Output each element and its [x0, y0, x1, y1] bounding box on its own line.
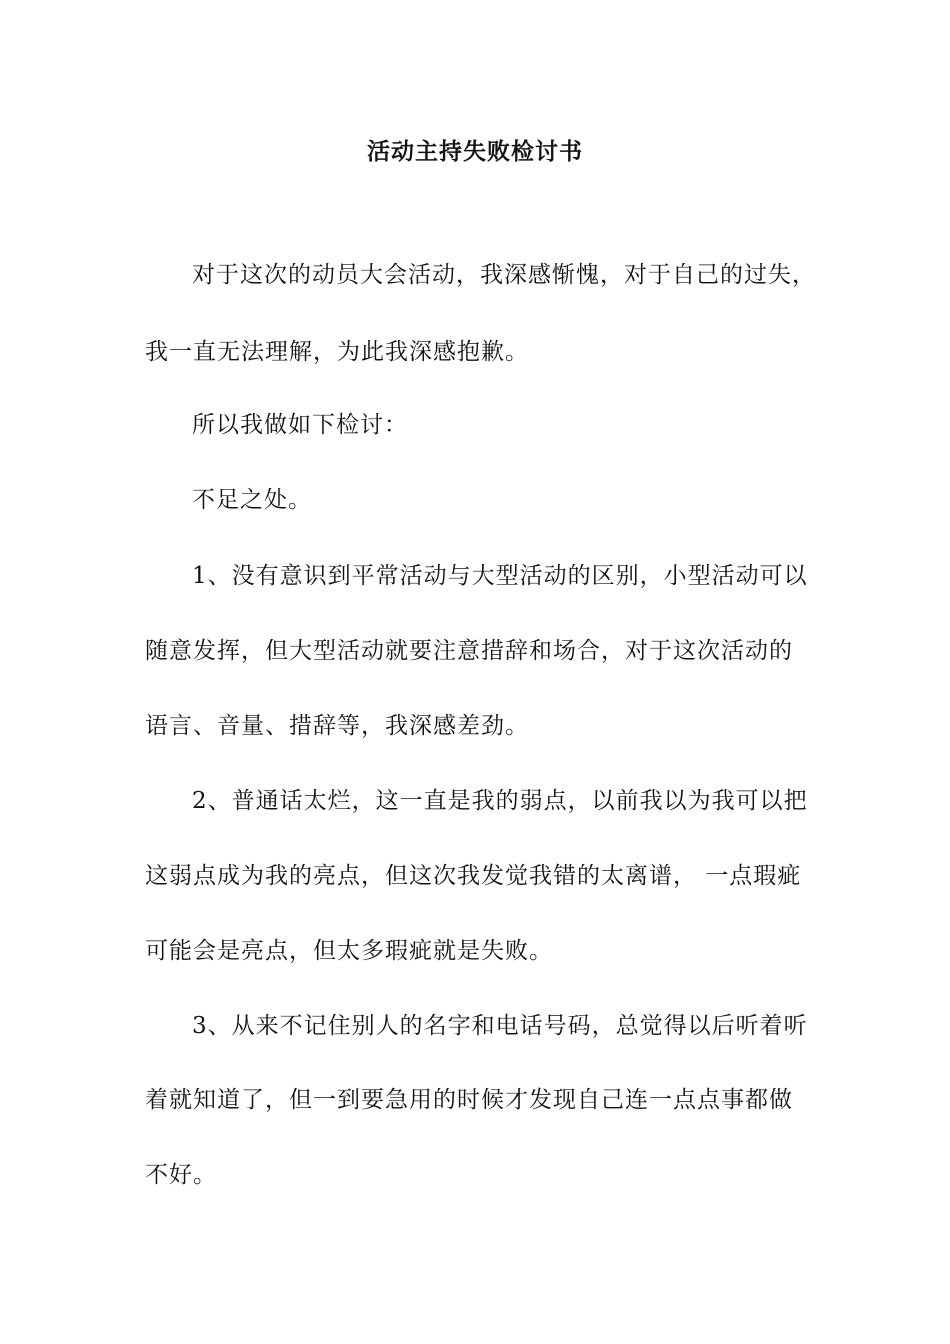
paragraph-line: 1、没有意识到平常活动与大型活动的区别，小型活动可以 [192, 563, 808, 589]
paragraph-line: 我一直无法理解，为此我深感抱歉。 [145, 339, 529, 365]
paragraph-line: 3、从来不记住别人的名字和电话号码，总觉得以后听着听 [192, 1013, 808, 1039]
document-title: 活动主持失败检讨书 [367, 138, 583, 165]
paragraph-line: 2、普通话太烂，这一直是我的弱点，以前我以为我可以把 [192, 788, 808, 814]
paragraph-line: 所以我做如下检讨： [192, 412, 408, 438]
paragraph-line: 不足之处。 [192, 487, 312, 513]
paragraph-line: 可能会是亮点，但太多瑕疵就是失败。 [145, 938, 553, 964]
paragraph-line: 对于这次的动员大会活动，我深感惭愧，对于自己的过失， [192, 262, 816, 288]
paragraph-line: 语言、音量、措辞等，我深感差劲。 [145, 713, 529, 739]
paragraph-line: 随意发挥，但大型活动就要注意措辞和场合，对于这次活动的 [145, 638, 793, 664]
paragraph-line: 这弱点成为我的亮点，但这次我发觉我错的太离谱， 一点瑕疵 [145, 863, 802, 889]
paragraph-line: 着就知道了，但一到要急用的时候才发现自己连一点点事都做 [145, 1087, 793, 1113]
paragraph-line: 不好。 [145, 1162, 217, 1188]
